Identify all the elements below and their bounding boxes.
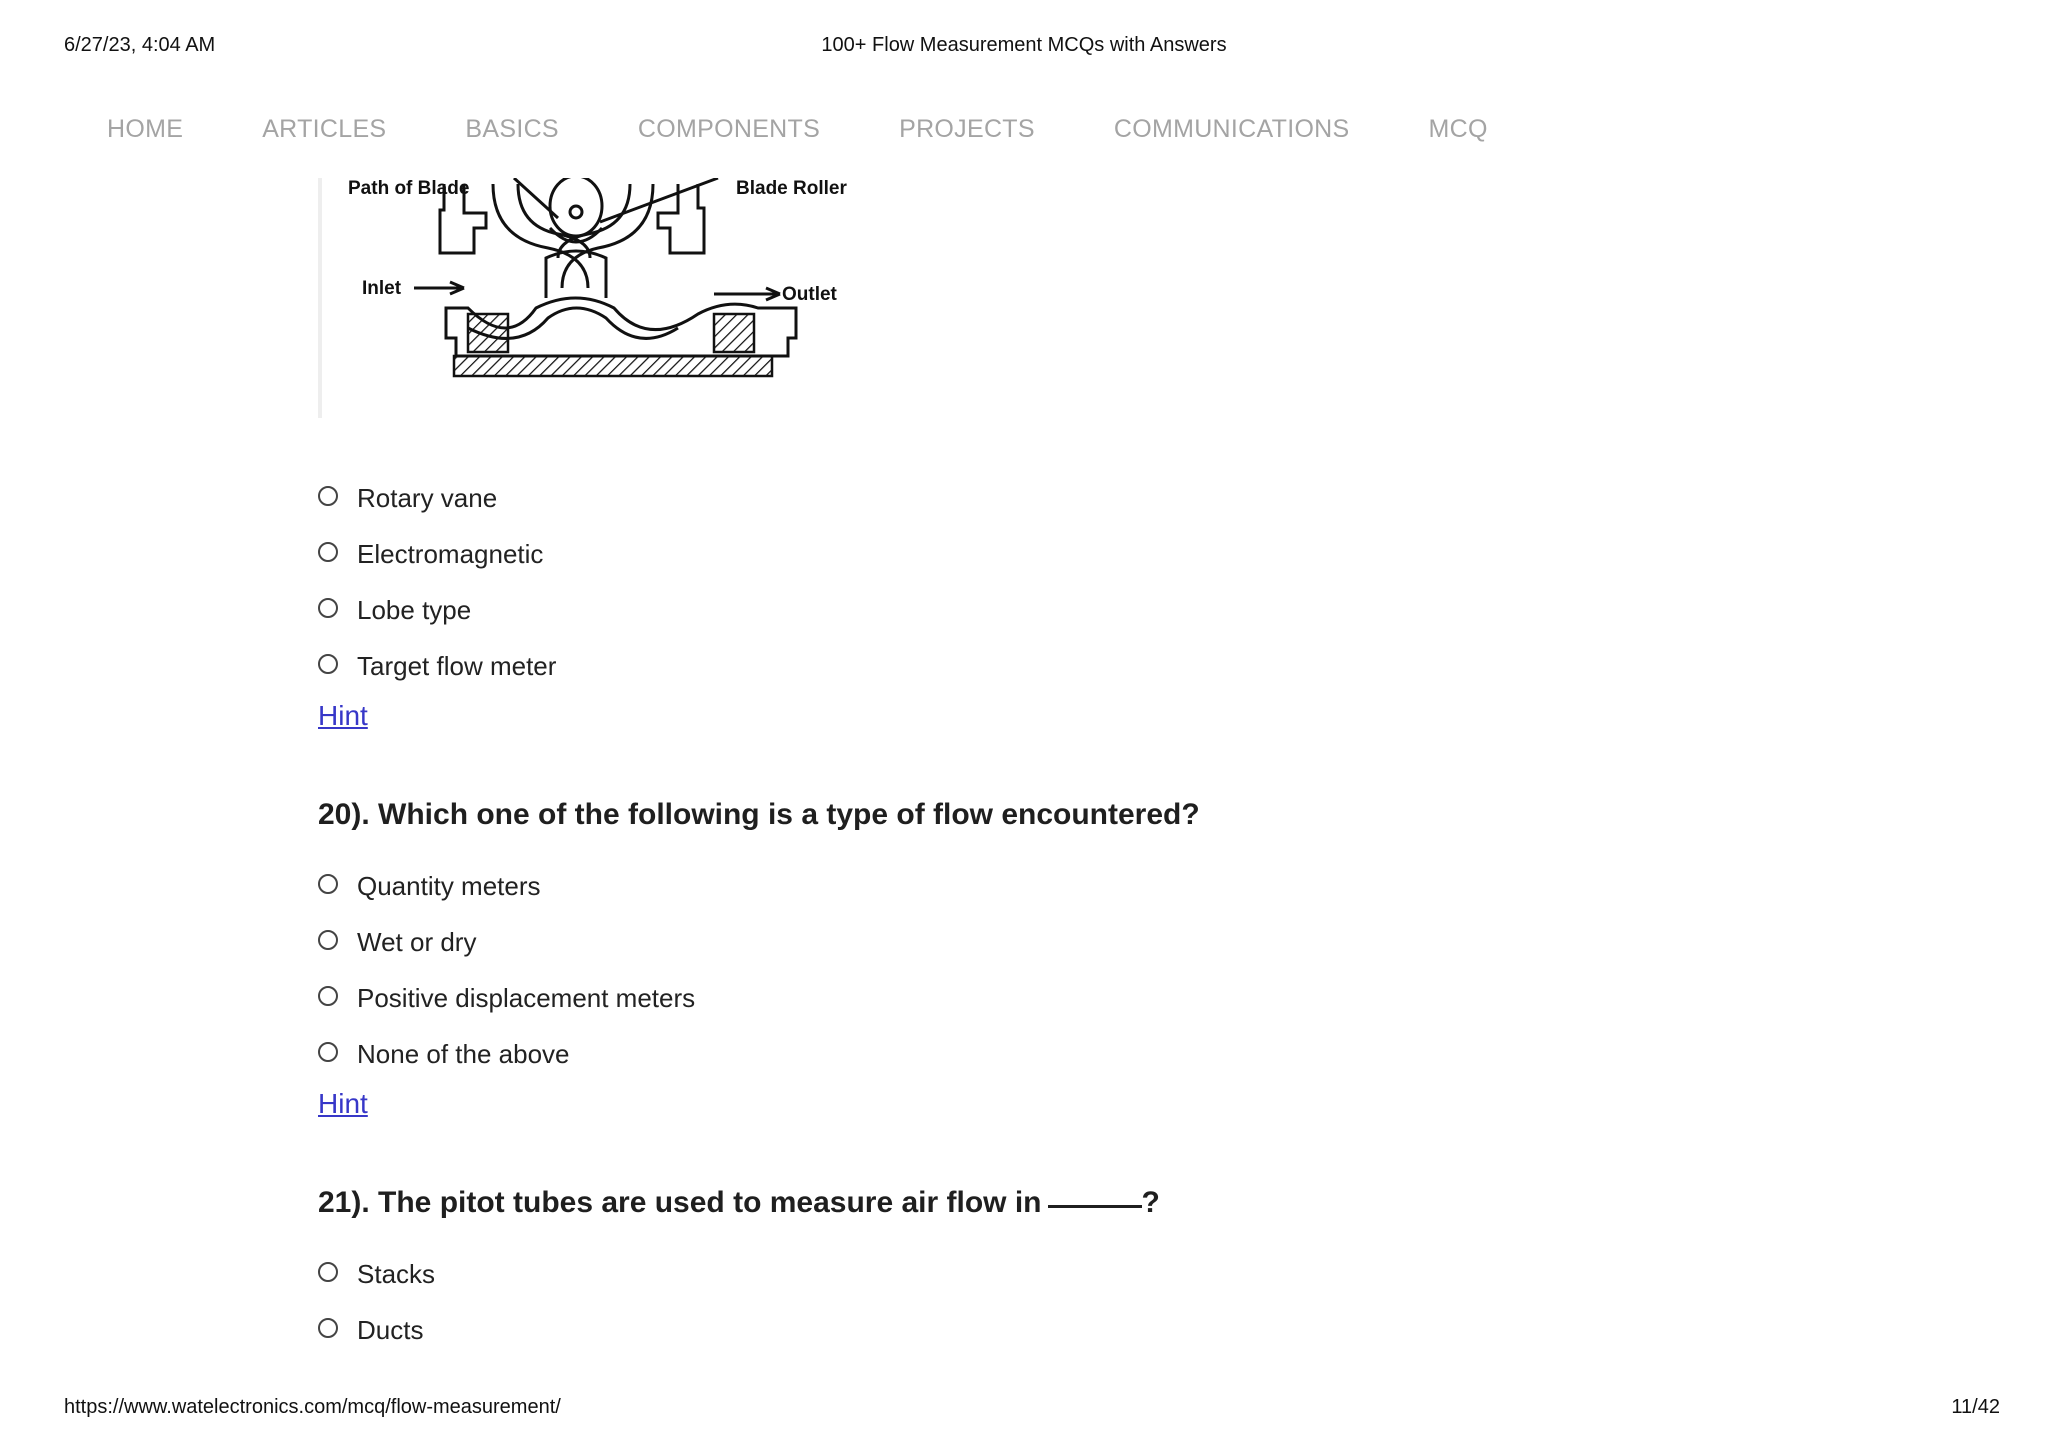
q21-option-2[interactable] [318, 1314, 435, 1370]
nav-basics[interactable]: BASICS [465, 115, 559, 143]
main-navigation [107, 112, 1567, 152]
option-label: Stacks [357, 1259, 436, 1289]
q20-option-2[interactable] [318, 926, 695, 982]
nav-mcq[interactable]: MCQ [1428, 115, 1488, 143]
q19-option-2[interactable] [318, 538, 556, 594]
option-label: Quantity meters [357, 871, 541, 901]
q19-option-1[interactable] [318, 482, 556, 538]
radio-button[interactable] [318, 874, 338, 894]
option-label: Target flow meter [357, 651, 557, 681]
nav-communications[interactable]: COMMUNICATIONS [1113, 115, 1350, 143]
label-path-of-blade: Path of Blade [348, 178, 470, 199]
q20-hint-link[interactable]: Hint [318, 1088, 368, 1119]
q20-option-4[interactable] [318, 1038, 695, 1094]
option-label: Electromagnetic [357, 539, 544, 569]
option-label: Rotary vane [357, 483, 498, 513]
q20-options [318, 870, 695, 1094]
radio-button[interactable] [318, 598, 338, 618]
q19-option-3[interactable] [318, 594, 556, 650]
radio-button[interactable] [318, 654, 338, 674]
q21-option-1[interactable] [318, 1258, 435, 1314]
nav-projects[interactable]: PROJECTS [899, 115, 1035, 143]
q21-question-mark: ? [1141, 1186, 1160, 1219]
label-blade-roller: Blade Roller [736, 178, 847, 199]
q19-option-4[interactable] [318, 650, 556, 706]
option-label: Positive displacement meters [357, 983, 696, 1013]
radio-button[interactable] [318, 486, 338, 506]
q21-question-text: 21). The pitot tubes are used to measure air flow in [318, 1186, 1042, 1219]
q19-hint-link[interactable]: Hint [318, 700, 368, 731]
option-label: Lobe type [357, 595, 472, 625]
q20-option-3[interactable] [318, 982, 695, 1038]
q19-options [318, 482, 556, 706]
rotary-vane-meter-diagram [318, 178, 878, 418]
q20-question: 20). Which one of the following is a type of flow encountered? [318, 798, 1200, 831]
label-outlet: Outlet [782, 284, 837, 305]
fill-in-blank [1048, 1205, 1142, 1208]
option-label: Ducts [357, 1315, 424, 1345]
print-date: 6/27/23, 4:04 AM [64, 34, 216, 56]
radio-button[interactable] [318, 1318, 338, 1338]
radio-button[interactable] [318, 986, 338, 1006]
nav-components[interactable]: COMPONENTS [637, 115, 821, 143]
nav-home[interactable]: HOME [107, 115, 184, 143]
print-page-number: 11/42 [1951, 1396, 2000, 1418]
option-label: Wet or dry [357, 927, 477, 957]
radio-button[interactable] [318, 1262, 338, 1282]
option-label: None of the above [357, 1039, 570, 1069]
radio-button[interactable] [318, 930, 338, 950]
q21-options [318, 1258, 435, 1370]
print-page-title: 100+ Flow Measurement MCQs with Answers [821, 34, 1227, 56]
radio-button[interactable] [318, 542, 338, 562]
label-inlet: Inlet [362, 278, 402, 299]
q21-question [318, 1186, 1160, 1220]
print-footer-url: https://www.watelectronics.com/mcq/flow-measurement/ [64, 1396, 561, 1418]
q20-option-1[interactable] [318, 870, 695, 926]
radio-button[interactable] [318, 1042, 338, 1062]
nav-articles[interactable]: ARTICLES [262, 115, 387, 143]
